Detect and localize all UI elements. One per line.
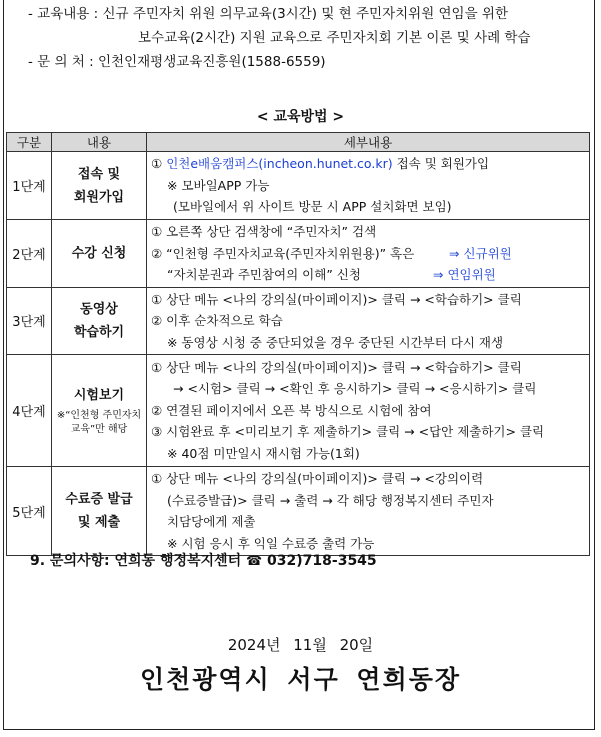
- table-row: [7, 220, 590, 288]
- detail-line: (수료증발급)> 클릭 → 출력 → 각 해당 행정복지센터 주민자: [167, 492, 494, 508]
- steps-table: [6, 132, 590, 556]
- content-line: 및 제출: [77, 515, 121, 530]
- detail-prefix: ①: [151, 156, 163, 172]
- content-line: 접속 및: [77, 166, 121, 182]
- method-title: < 교육방법 >: [256, 109, 345, 125]
- header-detail: 세부내용: [147, 133, 590, 152]
- intro-line-content-cont: 보수교육(2시간) 지원 교육으로 주민자치회 기본 이론 및 사례 학습: [138, 30, 531, 46]
- detail-line: ① 상단 메뉴 <나의 강의실(마이페이지)> 클릭 → <학습하기> 클릭: [151, 291, 522, 307]
- phone-icon: ☎: [245, 554, 263, 569]
- detail-cell: [147, 152, 590, 220]
- detail-text: 접속 및 회원가입: [392, 156, 490, 172]
- detail-line: ② 이후 순차적으로 학습: [151, 313, 283, 328]
- content-line: 수강 신청: [71, 245, 127, 261]
- header-stage: 구분: [7, 133, 52, 152]
- contact-line: [30, 550, 377, 570]
- issuer-name: 인천광역시 서구 연희동장: [139, 665, 462, 694]
- header-content: 내용: [52, 133, 147, 152]
- table-row: [7, 467, 590, 556]
- detail-line: ※ 모바일APP 가능: [167, 177, 270, 193]
- stage-cell: 3단계: [7, 287, 52, 355]
- document-date: 2024년 11월 20일: [227, 636, 374, 654]
- content-cell: [52, 467, 147, 556]
- stage-cell: 4단계: [7, 355, 52, 467]
- content-line: 학습하기: [73, 324, 125, 340]
- stage-cell: 5단계: [7, 467, 52, 556]
- detail-line: ② 연결된 페이지에서 오픈 북 방식으로 시험에 참여: [151, 402, 432, 418]
- campus-link[interactable]: 인천e배움캠퍼스(incheon.hunet.co.kr): [166, 156, 393, 172]
- content-line: 시험보기: [73, 388, 125, 403]
- detail-line: ③ 시험완료 후 <미리보기 후 제출하기> 클릭 → <답안 제출하기> 클릭: [151, 424, 545, 440]
- detail-line: (모바일에서 위 사이트 방문 시 APP 설치화면 보임): [173, 199, 452, 215]
- stage-cell: 1단계: [7, 152, 52, 220]
- detail-line: ※ 40점 미만일시 재시험 가능(1회): [167, 445, 360, 461]
- content-cell: [52, 152, 147, 220]
- content-line: 수료증 발급: [65, 492, 133, 507]
- content-cell: [52, 355, 147, 467]
- content-cell: [52, 287, 147, 355]
- table-row: [7, 355, 590, 467]
- table-row: [7, 287, 590, 355]
- detail-line: ① 상단 메뉴 <나의 강의실(마이페이지)> 클릭 → <학습하기> 클릭: [151, 359, 522, 375]
- stage-cell: 2단계: [7, 220, 52, 288]
- detail-cell: [147, 467, 590, 556]
- detail-line: → <시험> 클릭 → <확인 후 응시하기> 클릭 → <응시하기> 클릭: [173, 381, 537, 397]
- detail-cell: [147, 355, 590, 467]
- contact-label: 9. 문의사항: 연희동 행정복지센터: [30, 553, 242, 569]
- intro-section: [28, 2, 588, 74]
- table-header-row: [7, 133, 590, 152]
- content-cell: [52, 220, 147, 288]
- content-note: ※“인천형 주민자치교육”만 해당: [56, 410, 142, 435]
- intro-line-contact: - 문 의 처 : 인천인재평생교육진흥원(1588-6559): [28, 54, 326, 70]
- detail-line: [151, 243, 585, 265]
- content-line: 회원가입: [73, 189, 125, 205]
- detail-text: “자치분권과 주민참여의 이해” 신청: [167, 267, 361, 282]
- detail-line: 치담당에게 제출: [167, 514, 256, 529]
- detail-line: ※ 동영상 시청 중 중단되었을 경우 중단된 시간부터 다시 재생: [167, 334, 504, 350]
- detail-line: ① 상단 메뉴 <나의 강의실(마이페이지)> 클릭 → <강의이력: [151, 471, 484, 486]
- intro-line-content: - 교육내용 : 신규 주민자치 위원 의무교육(3시간) 및 현 주민자치위원 연임을 위한: [28, 6, 509, 22]
- new-member-arrow: ⇒ 신규위원: [449, 245, 512, 261]
- detail-cell: [147, 220, 590, 288]
- detail-line: [151, 153, 585, 175]
- detail-line: [151, 264, 585, 286]
- detail-text: ② “인천형 주민자치교육(주민자치위원용)” 혹은: [151, 245, 415, 261]
- detail-line: ※ 시험 응시 후 익일 수료증 출력 가능: [167, 535, 375, 551]
- detail-cell: [147, 287, 590, 355]
- content-line: 동영상: [80, 301, 118, 317]
- table-row: [7, 152, 590, 220]
- renew-member-arrow: ⇒ 연임위원: [433, 267, 496, 282]
- contact-phone: 032)718-3545: [267, 553, 377, 569]
- detail-line: ① 오른쪽 상단 검색창에 “주민자치” 검색: [151, 224, 377, 239]
